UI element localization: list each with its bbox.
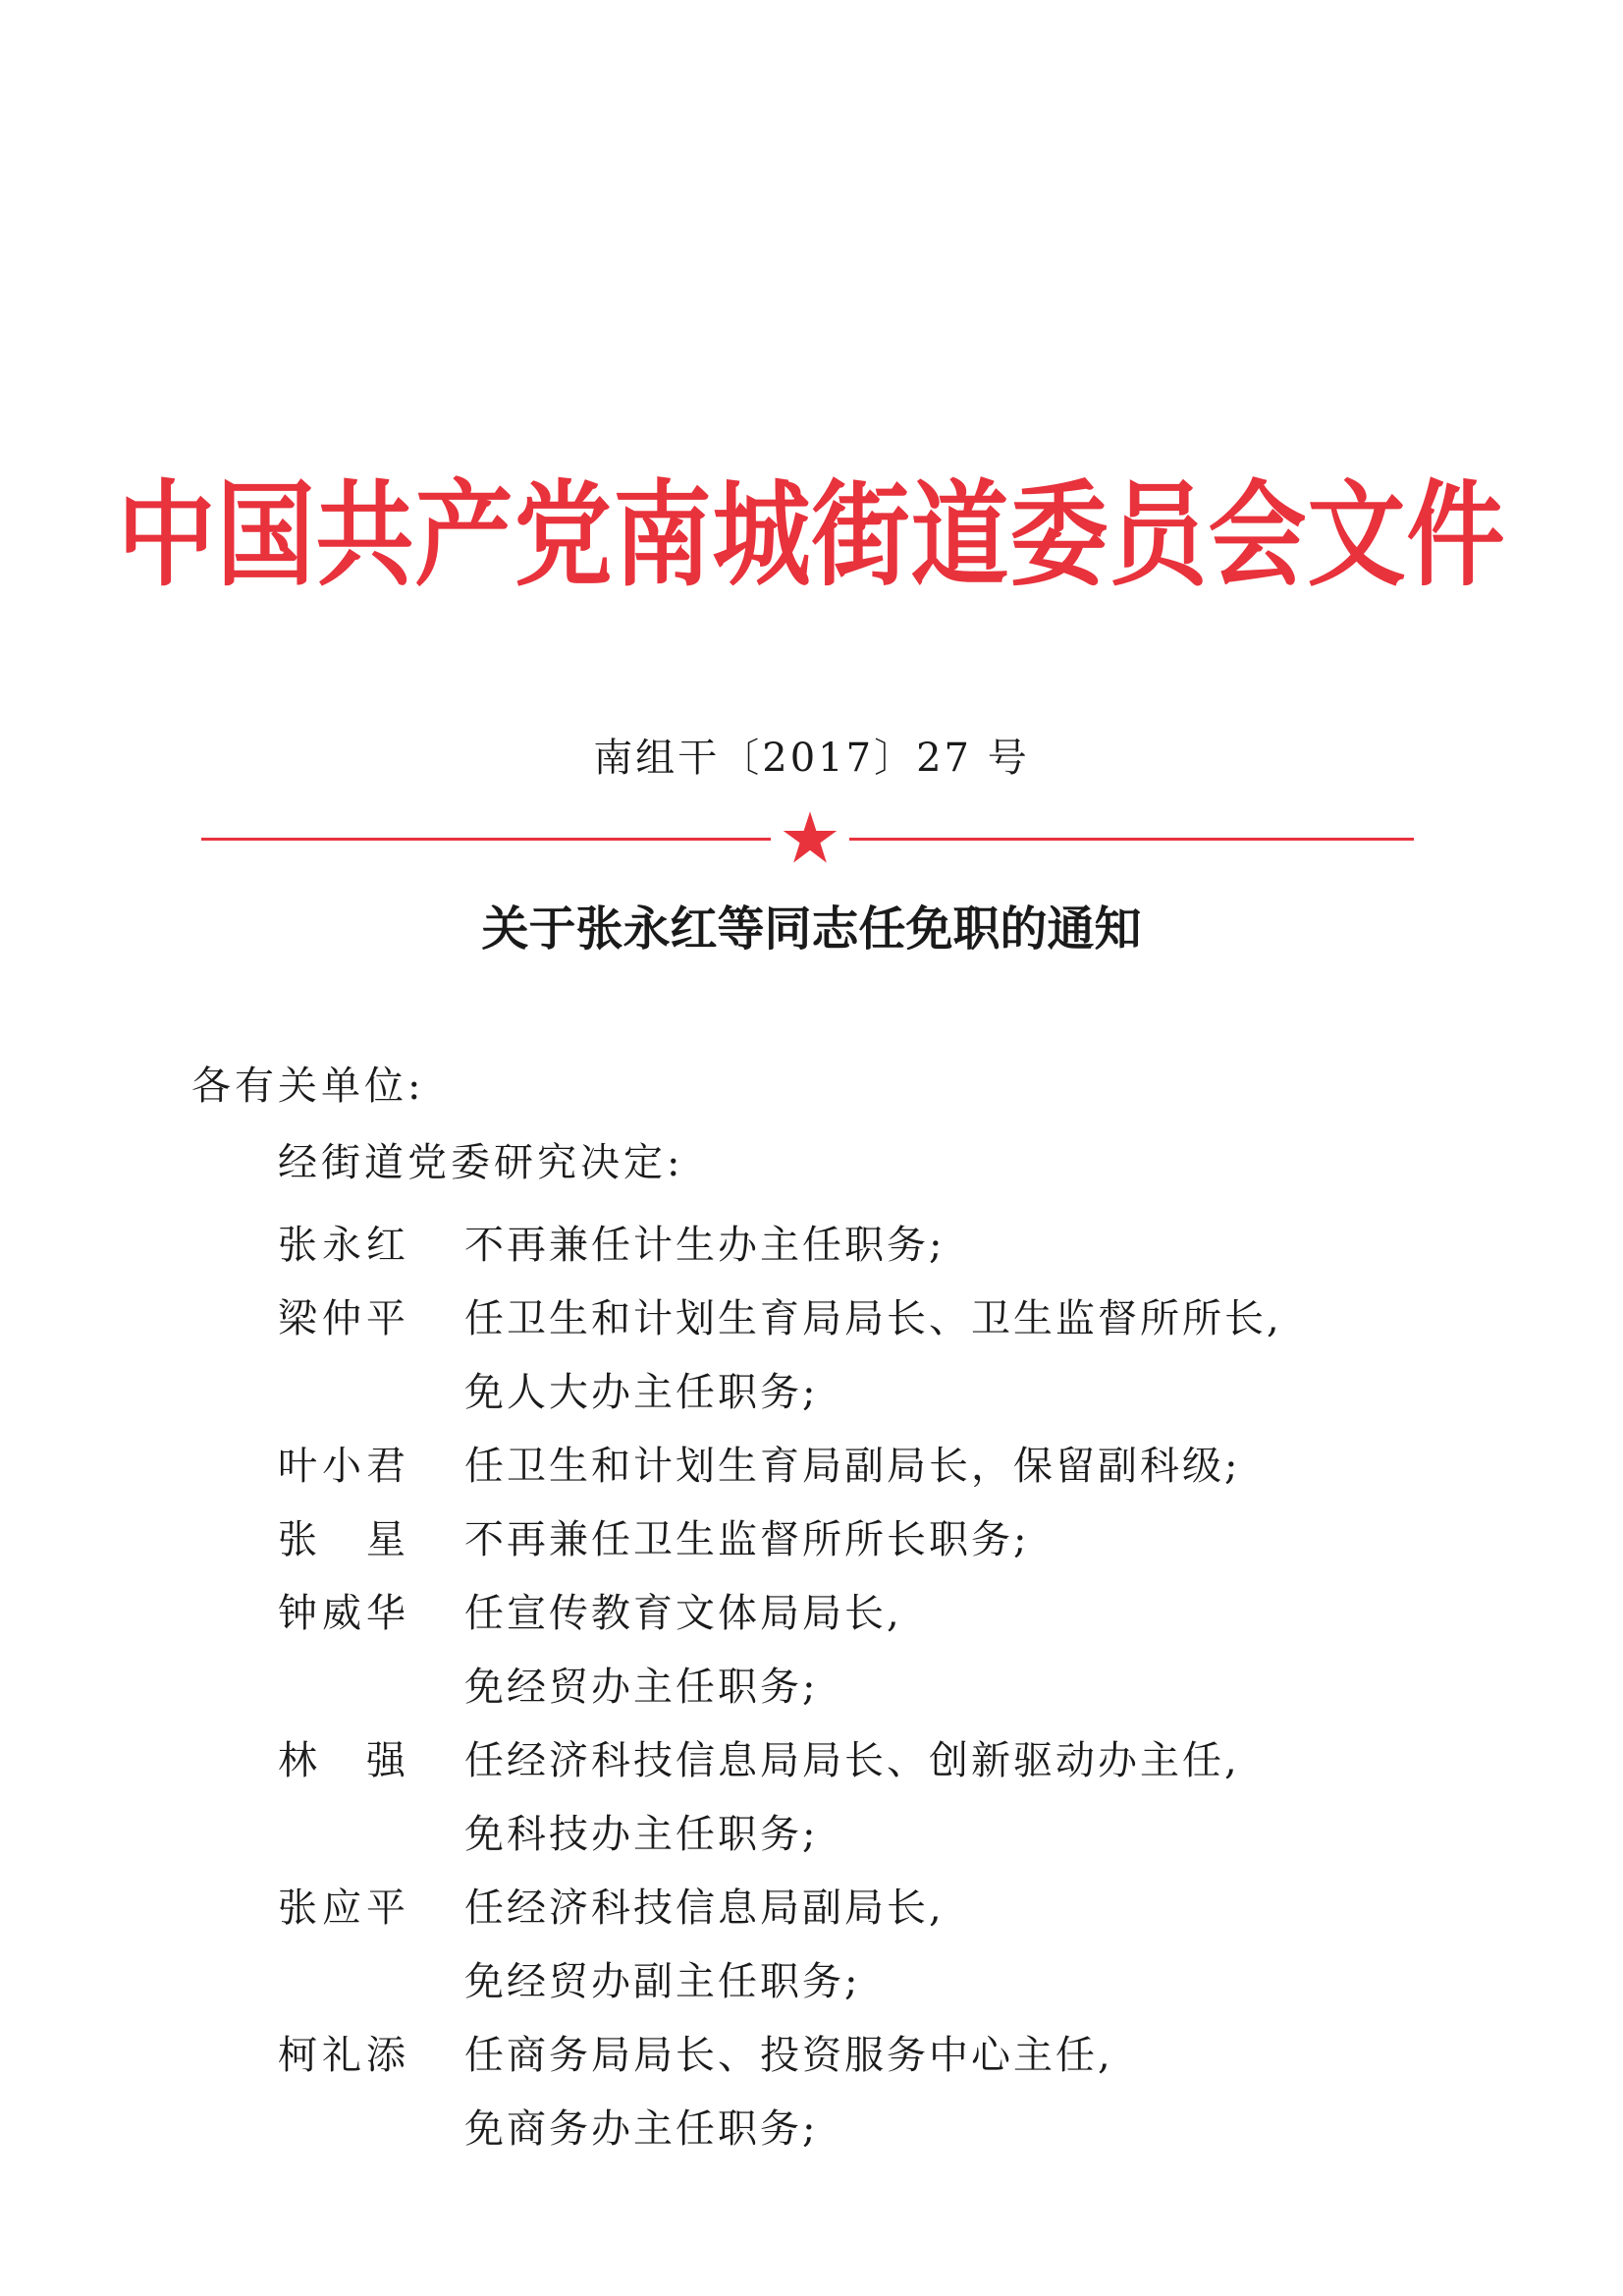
entry-name: 叶小君 [278, 1444, 406, 1489]
entry-text [464, 2019, 1623, 2166]
entry-text [464, 1724, 1623, 1872]
entry-line: 任经济科技信息局副局长, [464, 1886, 945, 1931]
appointment-entry [0, 1872, 1623, 2019]
entry-name: 柯礼添 [278, 2033, 406, 2078]
entry-line: 任宣传教育文体局局长, [464, 1591, 902, 1636]
entry-text [464, 1577, 1623, 1724]
star-icon [782, 809, 839, 866]
entry-line: 任商务局局长、投资服务中心主任, [464, 2033, 1113, 2078]
entry-text [464, 1503, 1623, 1577]
entry-text [464, 1872, 1623, 2019]
entry-text [464, 1209, 1623, 1283]
entry-name: 张 星 [278, 1517, 406, 1562]
entry-name: 梁仲平 [278, 1296, 406, 1341]
appointment-entry [0, 1283, 1623, 1430]
entry-line: 免经贸办副主任职务; [464, 1959, 861, 2004]
entry-name: 林 强 [278, 1738, 406, 1783]
entry-line: 免经贸办主任职务; [464, 1665, 819, 1710]
appointment-entry [0, 1724, 1623, 1872]
entry-line: 不再兼任计生办主任职务; [464, 1223, 946, 1268]
entry-line: 任卫生和计划生育局局长、卫生监督所所长, [464, 1296, 1282, 1341]
entry-line: 免人大办主任职务; [464, 1370, 819, 1415]
entry-name: 张永红 [278, 1223, 406, 1268]
entry-name: 钟威华 [278, 1591, 406, 1636]
entry-line: 任经济科技信息局局长、创新驱动办主任, [464, 1738, 1240, 1783]
notice-title: 关于张永红等同志任免职的通知 [481, 902, 1142, 957]
document-masthead: 中国共产党南城街道委员会文件 [117, 467, 1506, 602]
appointment-entry [0, 1577, 1623, 1724]
salutation: 各有关单位: [191, 1064, 425, 1109]
appointment-entry [0, 2019, 1623, 2166]
divider-line-right [849, 838, 1414, 841]
entry-text [464, 1283, 1623, 1430]
entry-text [464, 1430, 1623, 1503]
entry-line: 不再兼任卫生监督所所长职务; [464, 1517, 1030, 1562]
appointment-entry [0, 1430, 1623, 1503]
entry-line: 免科技办主任职务; [464, 1812, 819, 1857]
appointment-entry [0, 1209, 1623, 1283]
divider-line-left [201, 838, 771, 841]
entry-line: 免商务办主任职务; [464, 2106, 819, 2152]
document-number: 南组干〔2017〕27 号 [593, 736, 1030, 781]
appointment-entry [0, 1503, 1623, 1577]
entry-name: 张应平 [278, 1886, 406, 1931]
decision-intro: 经街道党委研究决定: [278, 1140, 684, 1185]
appointment-list [0, 1209, 1623, 2166]
entry-line: 任卫生和计划生育局副局长，保留副科级; [464, 1444, 1241, 1489]
